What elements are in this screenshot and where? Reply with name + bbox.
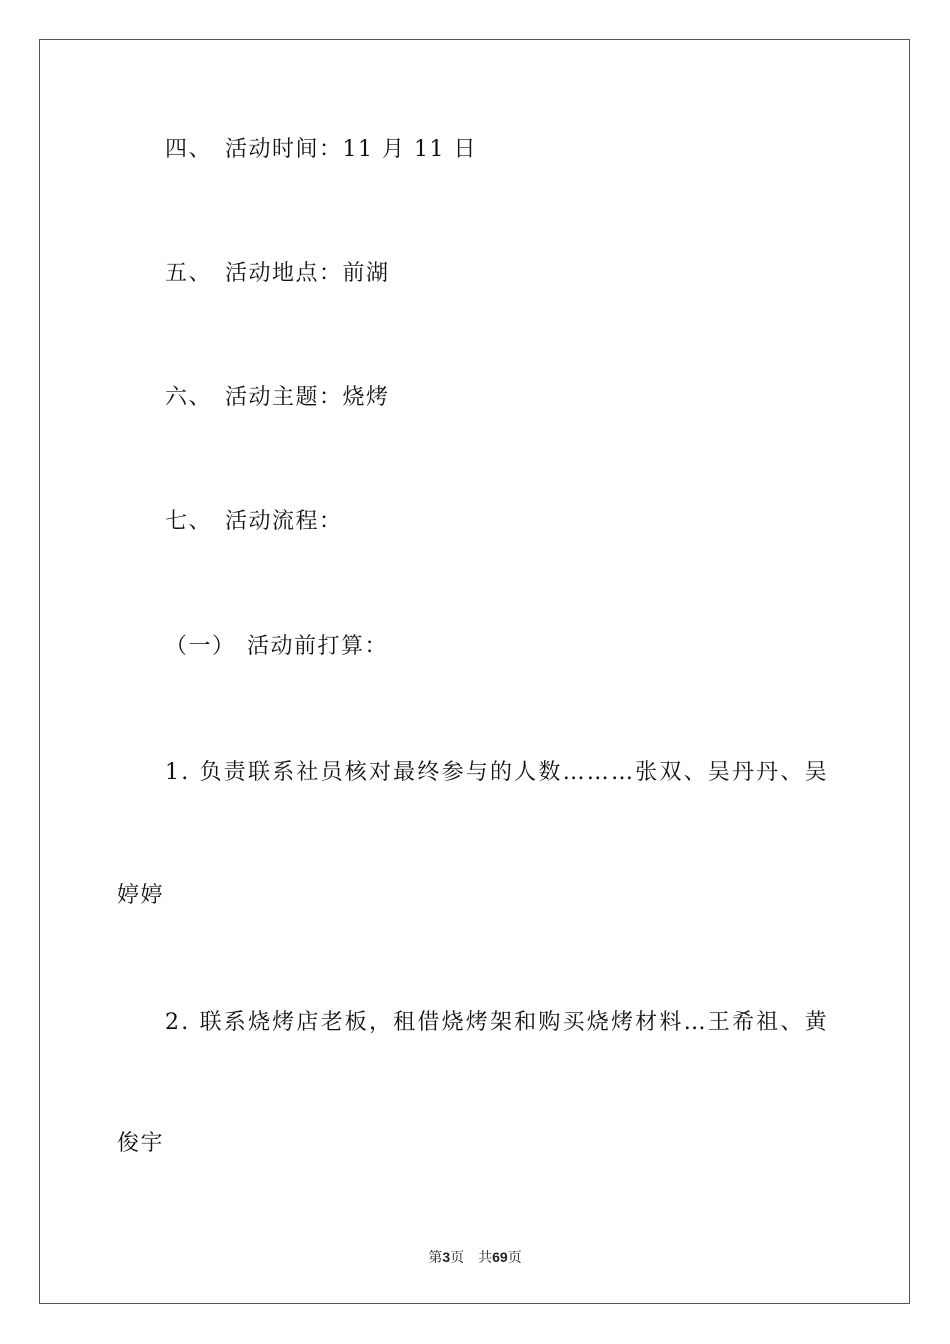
total-prefix: 共 — [478, 1250, 493, 1266]
subsection-marker: （一） — [165, 634, 236, 659]
page-prefix: 第 — [428, 1250, 443, 1266]
section-marker: 五、 — [165, 261, 213, 286]
page-suffix: 页 — [450, 1250, 465, 1266]
section-activity-theme — [165, 385, 390, 411]
total-pages: 69 — [492, 1249, 508, 1265]
section-activity-process — [165, 509, 343, 535]
section-marker: 六、 — [165, 385, 213, 410]
task-2-line-2: 俊宇 — [117, 1131, 165, 1156]
task-2-line-1: 2. 联系烧烤店老板，租借烧烤架和购买烧烤材料…王希祖、黄 — [165, 1010, 829, 1035]
task-1-line-2: 婷婷 — [117, 883, 165, 908]
page-number: 3 — [442, 1249, 451, 1265]
section-text: 活动主题：烧烤 — [225, 385, 390, 410]
section-text: 活动流程： — [225, 509, 343, 534]
page-frame — [39, 39, 910, 1304]
section-marker: 七、 — [165, 509, 213, 534]
page-footer — [0, 1248, 950, 1267]
subsection-preparation — [165, 634, 388, 660]
section-text: 活动地点：前湖 — [225, 261, 390, 286]
subsection-text: 活动前打算： — [247, 634, 389, 659]
section-marker: 四、 — [165, 137, 213, 162]
total-suffix: 页 — [507, 1250, 522, 1266]
section-activity-time — [165, 137, 477, 163]
section-activity-location — [165, 261, 390, 287]
task-1-line-1: 1. 负责联系社员核对最终参与的人数………张双、吴丹丹、吴 — [165, 760, 829, 785]
section-text: 活动时间：11 月 11 日 — [225, 137, 477, 162]
